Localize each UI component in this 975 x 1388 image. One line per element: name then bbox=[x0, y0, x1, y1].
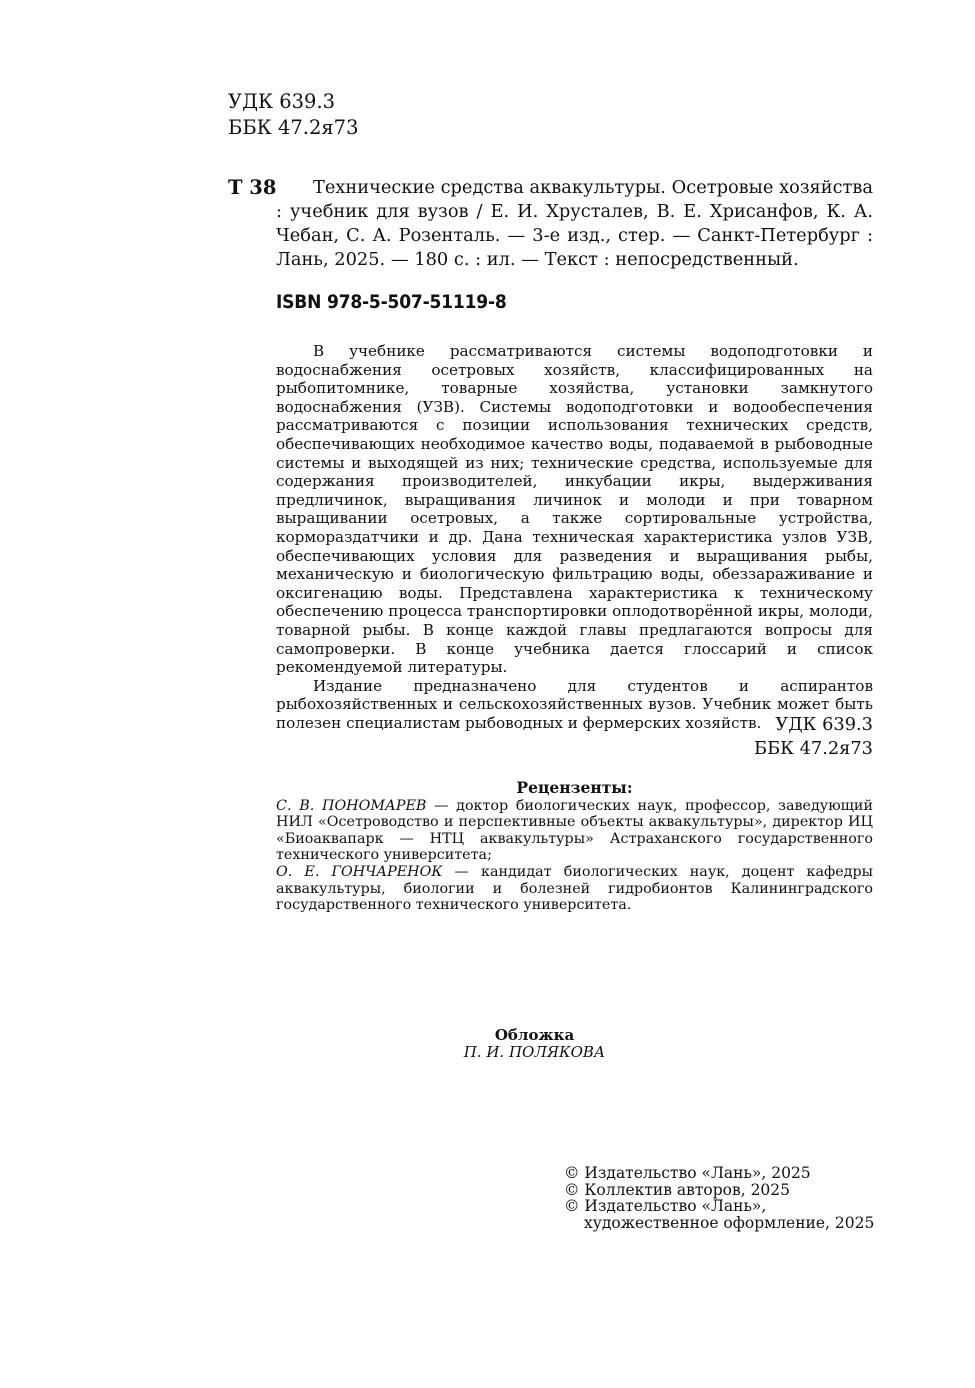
reviewer-description: — кандидат биологических наук, доцент кафедры аквакультуры, биологии и болезней гидробионтов Калининградского государственного технического университета. bbox=[276, 863, 873, 914]
reviewers-section bbox=[276, 780, 873, 914]
reviewer-entry bbox=[276, 864, 873, 914]
copyright-line: © Коллектив авторов, 2025 bbox=[564, 1180, 791, 1199]
isbn: ISBN 978-5-507-51119-8 bbox=[276, 291, 507, 313]
udk-code: УДК 639.3 bbox=[228, 90, 336, 113]
bbk-code: ББК 47.2я73 bbox=[754, 738, 873, 759]
reviewer-entry bbox=[276, 798, 873, 864]
reviewer-name: О. Е. ГОНЧАРЕНОК bbox=[276, 863, 443, 880]
bibliographic-record-text: Технические средства аквакультуры. Осетровые хозяйства : учебник для вузов / Е. И. Хрусталев, В. Е. Хрисанфов, К. А. Чебан, С. А. Розенталь. — 3-е изд., стер. — Санкт-Петербург : Лань, 2025. — 180 с. : ил. — Текст : непосредственный. bbox=[276, 177, 873, 270]
classification-codes-bottom bbox=[754, 713, 873, 761]
author-mark: Т 38 bbox=[228, 176, 277, 199]
bbk-code: ББК 47.2я73 bbox=[228, 116, 359, 139]
abstract bbox=[276, 342, 873, 732]
abstract-paragraph: Издание предназначено для студентов и аспирантов рыбохозяйственных и сельскохозяйственных вузов. Учебник может быть полезен специалистам рыбоводных и фермерских хозяйств. bbox=[276, 676, 873, 732]
cover-label: Обложка bbox=[494, 1026, 575, 1044]
bibliographic-record bbox=[276, 176, 873, 272]
reviewer-name: С. В. ПОНОМАРЕВ bbox=[276, 797, 427, 814]
copyright-block bbox=[564, 1165, 874, 1232]
reviewers-heading: Рецензенты: bbox=[516, 778, 633, 797]
cover-credit bbox=[276, 1027, 793, 1061]
reviewer-description: — доктор биологических наук, профессор, заведующий НИЛ «Осетроводство и перспективные объекты аквакультуры», директор ИЦ «Биоаквапарк — НТЦ аквакультуры» Астраханского государственного технического университета; bbox=[276, 797, 873, 864]
copyright-line: художественное оформление, 2025 bbox=[584, 1214, 875, 1233]
abstract-paragraph: В учебнике рассматриваются системы водоподготовки и водоснабжения осетровых хозяйств, классифицированных на рыбопитомнике, товарные хозяйства, установки замкнутого водоснабжения (УЗВ). Системы водоподготовки и водообеспечения рассматриваются с позиции использования технических средств, обеспечивающих необходимое качество воды, подаваемой в рыбоводные системы и выходящей из них; технические средства, используемые для содержания производителей, инкубации икры, выдерживания предличинок, выращивания личинок и молоди и при товарном выращивании осетровых, а также сортировальные устройства, кормораздатчики и др. Дана техническая характеристика узлов УЗВ, обеспечивающих условия для разведения и выращивания рыбы, механическую и биологическую фильтрацию воды, обеззараживание и оксигенацию воды. Представлена характеристика к техническому обеспечению процесса транспортировки оплодотворённой икры, молоди, товарной рыбы. В конце каждой главы предлагаются вопросы для самопроверки. В конце учебника дается глоссарий и список рекомендуемой литературы. bbox=[276, 342, 873, 677]
copyright-line: © Издательство «Лань», bbox=[564, 1197, 767, 1216]
classification-codes-top bbox=[228, 89, 358, 141]
cover-artist: П. И. ПОЛЯКОВА bbox=[463, 1043, 606, 1061]
udk-code: УДК 639.3 bbox=[775, 714, 873, 735]
copyright-line: © Издательство «Лань», 2025 bbox=[564, 1164, 811, 1182]
